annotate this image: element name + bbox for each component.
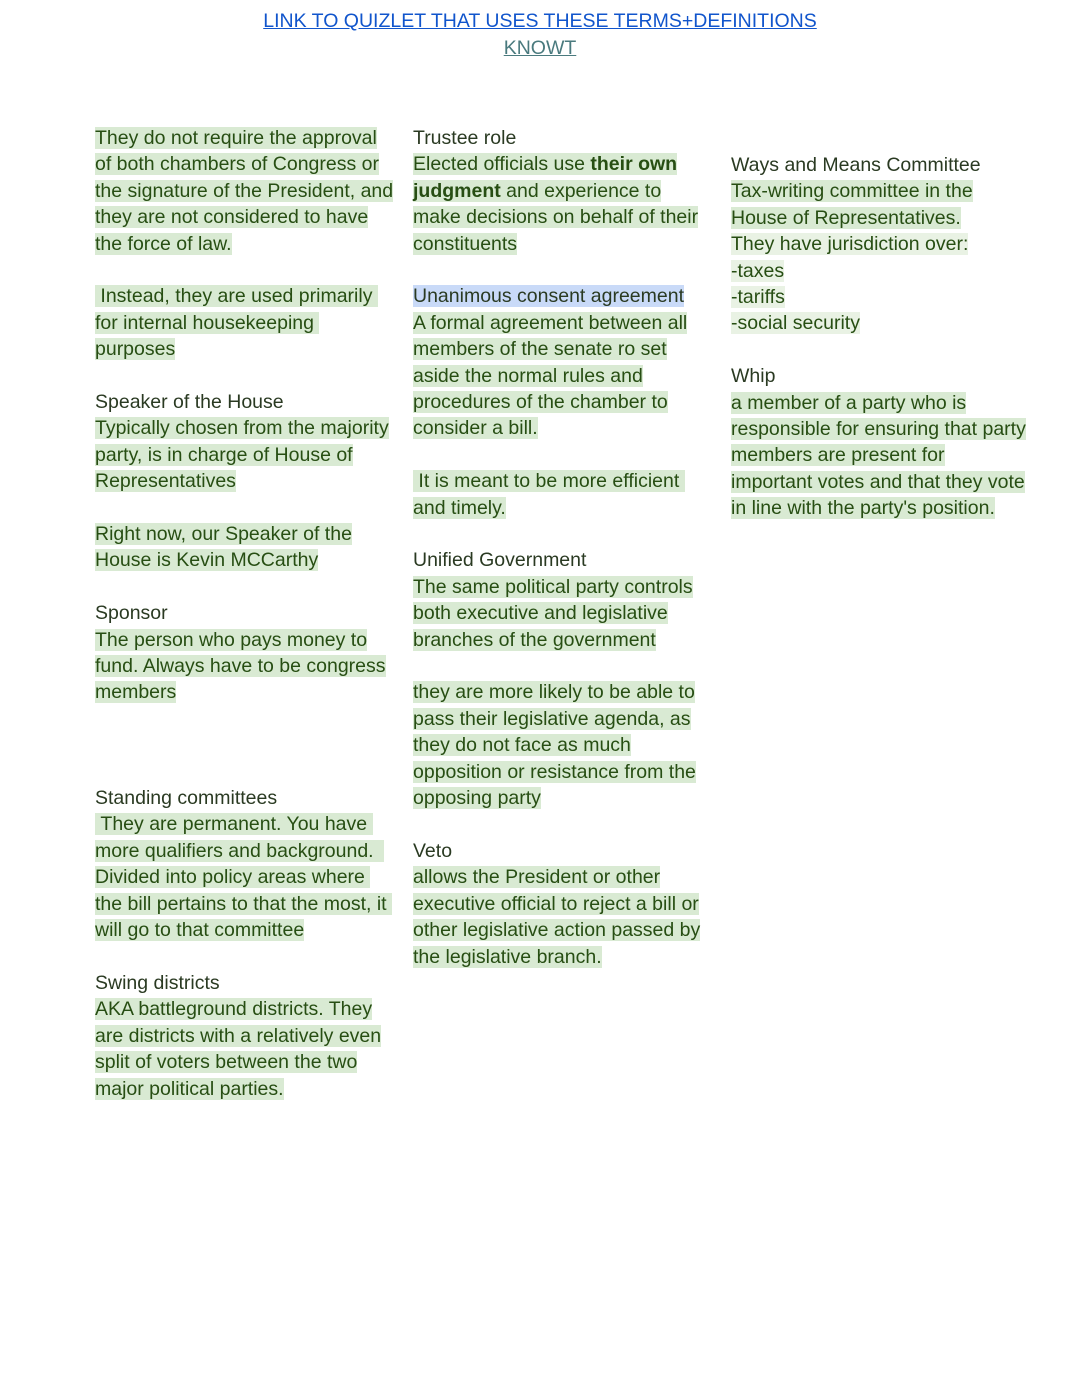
entry-unanimous-consent-agreement bbox=[413, 283, 713, 441]
definition-text: Tax-writing committee in the House of Representatives. bbox=[731, 180, 973, 229]
knowt-link[interactable]: KNOWT bbox=[503, 36, 577, 59]
definition-text: allows the President or other executive official to reject a bill or other legislative action passed by the legislative branch. bbox=[413, 866, 701, 968]
entry-standing-committees bbox=[95, 785, 395, 943]
term-title: Swing districts bbox=[95, 971, 220, 994]
definition-continued bbox=[95, 125, 395, 257]
term-highlighted: Unanimous consent agreement bbox=[413, 285, 684, 308]
definition-text: The person who pays money to fund. Always have to be congress members bbox=[95, 628, 386, 704]
definition-text: The same political party controls both executive and legislative branches of the government bbox=[413, 575, 693, 651]
definition-text: a member of a party who is responsible for ensuring that party members are present for important votes and that they vote in line with the party's position. bbox=[731, 391, 1026, 520]
entry-unified-government bbox=[413, 547, 713, 653]
term-title: Whip bbox=[731, 365, 776, 388]
definition-text: A formal agreement between all members of the senate ro set aside the normal rules and procedures of the chamber to consider a bill. bbox=[413, 311, 688, 440]
entry-ways-and-means-committee bbox=[731, 152, 1031, 337]
definition-text bbox=[413, 153, 698, 254]
document-header bbox=[0, 8, 1080, 61]
list-item: -tariffs bbox=[731, 286, 785, 309]
term-title: Sponsor bbox=[95, 602, 168, 625]
definition-text: They do not require the approval of both chambers of Congress or the signature of the President, and they are not considered to have the force of law. bbox=[95, 127, 394, 255]
list-intro: They have jurisdiction over: bbox=[731, 233, 969, 256]
term-title: Trustee role bbox=[413, 127, 517, 149]
definition-extra bbox=[95, 283, 395, 362]
definition-emphasis: their own judgment bbox=[413, 153, 678, 202]
extra-text: they are more likely to be able to pass their legislative agenda, as they do not face as much opposition or resistance from the opposing party bbox=[413, 681, 696, 810]
list-item: -social security bbox=[731, 312, 860, 335]
term-title: Standing committees bbox=[95, 787, 278, 810]
column-2 bbox=[413, 125, 713, 970]
extra-text: It is meant to be more efficient and timely. bbox=[413, 470, 685, 519]
definition-text: They are permanent. You have more qualifiers and background. Divided into policy areas where the bill pertains to that the most, it will go to that committee bbox=[95, 813, 392, 942]
extra-text: Instead, they are used primarily for internal housekeeping purposes bbox=[95, 285, 378, 361]
definition-part: Elected officials use bbox=[413, 153, 591, 176]
entry-sponsor bbox=[95, 600, 395, 706]
entry-speaker-of-the-house bbox=[95, 389, 395, 495]
term-title bbox=[413, 283, 713, 309]
definition-part: and experience to make decisions on behalf of their constituents bbox=[413, 179, 699, 255]
entry-veto bbox=[413, 838, 713, 970]
term-title: Veto bbox=[413, 839, 453, 862]
column-1 bbox=[95, 125, 395, 1102]
entry-swing-districts bbox=[95, 970, 395, 1102]
list-item: -taxes bbox=[731, 259, 785, 282]
term-title: Speaker of the House bbox=[95, 391, 284, 414]
term-title: Ways and Means Committee bbox=[731, 154, 981, 176]
definition-extra bbox=[413, 679, 713, 811]
quizlet-link[interactable]: LINK TO QUIZLET THAT USES THESE TERMS+DEFINITIONS bbox=[263, 10, 817, 32]
definition-extra bbox=[95, 521, 395, 574]
definition-extra bbox=[413, 468, 713, 521]
definition-text: Typically chosen from the majority party, is in charge of House of Representatives bbox=[95, 417, 389, 493]
entry-whip bbox=[731, 363, 1031, 521]
extra-text: Right now, our Speaker of the House is Kevin MCCarthy bbox=[95, 523, 352, 572]
entry-trustee-role bbox=[413, 125, 713, 257]
column-3 bbox=[731, 152, 1031, 522]
term-title: Unified Government bbox=[413, 549, 587, 572]
definition-text: AKA battleground districts. They are districts with a relatively even split of voters between the two major political parties. bbox=[95, 998, 382, 1100]
